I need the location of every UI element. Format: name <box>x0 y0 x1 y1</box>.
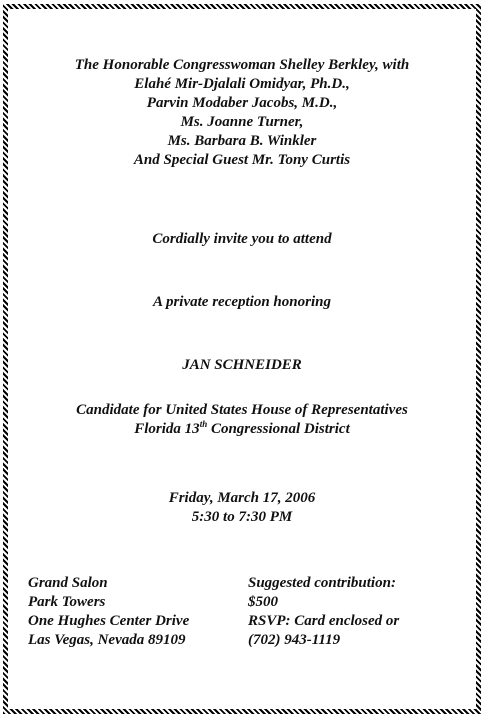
host-line: The Honorable Congresswoman Shelley Berkley, with <box>74 57 410 73</box>
venue-line: Las Vegas, Nevada 89109 <box>28 632 186 648</box>
host-line: Parvin Modaber Jacobs, M.D., <box>146 95 338 111</box>
event-time: 5:30 to 7:30 PM <box>191 509 293 525</box>
candidate-title: Candidate for United States House of Representatives <box>76 402 408 418</box>
hosts-block <box>8 56 476 170</box>
candidate-block <box>8 401 476 439</box>
invitation-border <box>3 4 481 714</box>
honoree-name: JAN SCHNEIDER <box>182 357 302 373</box>
contribution-line: Suggested contribution: <box>248 575 396 591</box>
venue-block <box>28 574 189 650</box>
host-line: Ms. Barbara B. Winkler <box>167 133 317 149</box>
date-time-block <box>8 489 476 527</box>
reception-line: A private reception honoring <box>153 294 331 310</box>
venue-line: Park Towers <box>28 594 106 610</box>
venue-line: One Hughes Center Drive <box>28 613 190 629</box>
contribution-line: (702) 943-1119 <box>248 632 341 648</box>
invite-line: Cordially invite you to attend <box>152 231 332 247</box>
host-line: Ms. Joanne Turner, <box>180 114 304 130</box>
event-date: Friday, March 17, 2006 <box>168 490 316 506</box>
district-line: Florida 13th Congressional District <box>134 419 350 437</box>
contribution-line: $500 <box>248 594 278 610</box>
contribution-block <box>248 574 399 650</box>
host-line: And Special Guest Mr. Tony Curtis <box>133 152 351 168</box>
host-line: Elahé Mir-Djalali Omidyar, Ph.D., <box>134 76 350 92</box>
venue-line: Grand Salon <box>28 575 108 591</box>
contribution-line: RSVP: Card enclosed or <box>248 613 400 629</box>
invitation-card <box>8 9 476 709</box>
